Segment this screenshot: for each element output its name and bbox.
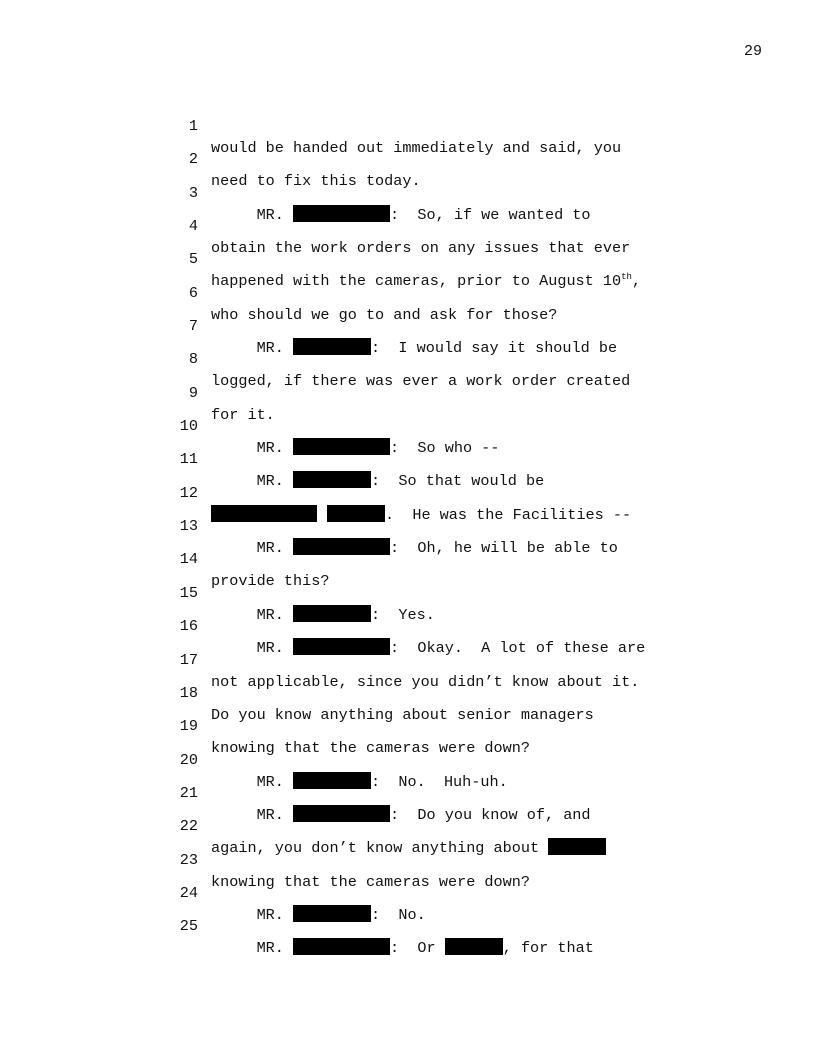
transcript-line: [0, 360, 816, 424]
line-number: 6: [188, 283, 198, 302]
speaker-prefix: MR.: [211, 439, 294, 458]
line-number: 22: [179, 817, 198, 836]
speaker-prefix: MR.: [211, 805, 294, 824]
transcript-line: [0, 660, 816, 724]
speaker-prefix: MR.: [211, 639, 294, 658]
line-text: : So that would be: [371, 472, 545, 491]
line-text: : So, if we wanted to: [390, 205, 591, 224]
line-text: provide this?: [211, 572, 330, 591]
speaker-prefix: MR.: [211, 939, 294, 958]
transcript-line: [0, 93, 816, 157]
line-text: who should we go to and ask for those?: [211, 305, 558, 324]
redaction-bar: [293, 938, 390, 955]
line-number: 24: [179, 883, 198, 902]
transcript-line: [0, 627, 816, 691]
line-number: 4: [188, 217, 198, 236]
line-number: 1: [188, 117, 198, 135]
line-number: 3: [188, 183, 198, 202]
speaker-prefix: MR.: [211, 772, 294, 791]
transcript-line: [0, 893, 816, 958]
transcript-line: [0, 793, 816, 858]
line-text: knowing that the cameras were down?: [211, 739, 530, 758]
line-text: obtain the work orders on any issues that ever: [211, 239, 631, 258]
transcript-line: [0, 126, 816, 191]
line-text: , for that: [502, 939, 594, 958]
line-number: 11: [179, 450, 198, 469]
line-number: 9: [188, 383, 198, 402]
line-text: would be handed out immediately and said, you: [211, 139, 622, 157]
line-number: 10: [179, 417, 198, 436]
transcript-line: [0, 260, 816, 324]
transcript-line: [0, 693, 816, 758]
transcript-line: [0, 560, 816, 624]
line-number: 21: [179, 783, 198, 802]
transcript-line: [0, 727, 816, 791]
line-text: : No. Huh-uh.: [371, 772, 508, 791]
line-number: 8: [188, 350, 198, 369]
redaction-bar: [445, 938, 503, 955]
line-number: 13: [179, 517, 198, 536]
transcript-line: [0, 193, 816, 258]
superscript: th: [621, 272, 632, 283]
transcript-line: [0, 526, 816, 591]
line-number: 5: [188, 250, 198, 269]
line-text: : I would say it should be: [371, 339, 618, 358]
line-text: happened with the cameras, prior to August 10: [211, 272, 622, 291]
line-text: not applicable, since you didn’t know about it.: [211, 672, 640, 691]
line-text: : Yes.: [371, 605, 435, 624]
line-number: 14: [179, 550, 198, 569]
line-number: 16: [179, 617, 198, 636]
transcript-line: [0, 860, 816, 924]
line-text: again, you don’t know anything about: [211, 839, 549, 858]
transcript-line: [0, 326, 816, 391]
line-number: 15: [179, 583, 198, 602]
line-text: : Or: [390, 939, 445, 958]
page-number: 29: [743, 43, 762, 60]
line-number: 18: [179, 683, 198, 702]
transcript-line: [0, 593, 816, 658]
line-text: : So who --: [390, 439, 500, 458]
speaker-prefix: MR.: [211, 205, 294, 224]
transcript-line: [0, 393, 816, 458]
line-number: 2: [188, 150, 198, 169]
transcript-body: [0, 93, 816, 958]
line-text: . He was the Facilities --: [385, 505, 632, 524]
transcript-line: [0, 293, 816, 358]
line-text: : Oh, he will be able to: [390, 539, 618, 558]
line-text: ,: [631, 272, 642, 291]
speaker-prefix: MR.: [211, 539, 294, 558]
line-text: for it.: [211, 405, 275, 424]
line-text: need to fix this today.: [211, 172, 421, 191]
line-number: 17: [179, 650, 198, 669]
line-number: 19: [179, 717, 198, 736]
line-number: 20: [179, 750, 198, 769]
line-text: knowing that the cameras were down?: [211, 872, 530, 891]
line-text: : Do you know of, and: [390, 805, 591, 824]
transcript-line: [0, 760, 816, 824]
line-number: 12: [179, 483, 198, 502]
transcript-line: [0, 827, 816, 891]
transcript-line: [0, 426, 816, 491]
transcript-line: [0, 160, 816, 224]
speaker-prefix: MR.: [211, 905, 294, 924]
line-text: : No.: [371, 905, 426, 924]
line-number: 23: [179, 850, 198, 869]
line-number: 25: [179, 917, 198, 936]
transcript-line: [0, 493, 816, 558]
line-text: : Okay. A lot of these are: [390, 639, 646, 658]
speaker-prefix: MR.: [211, 605, 294, 624]
line-text: logged, if there was ever a work order created: [211, 372, 631, 391]
transcript-line: [0, 226, 816, 291]
speaker-prefix: MR.: [211, 339, 294, 358]
line-number: 7: [188, 317, 198, 336]
speaker-prefix: MR.: [211, 472, 294, 491]
line-text: Do you know anything about senior managers: [211, 705, 594, 724]
transcript-line: [0, 460, 816, 524]
